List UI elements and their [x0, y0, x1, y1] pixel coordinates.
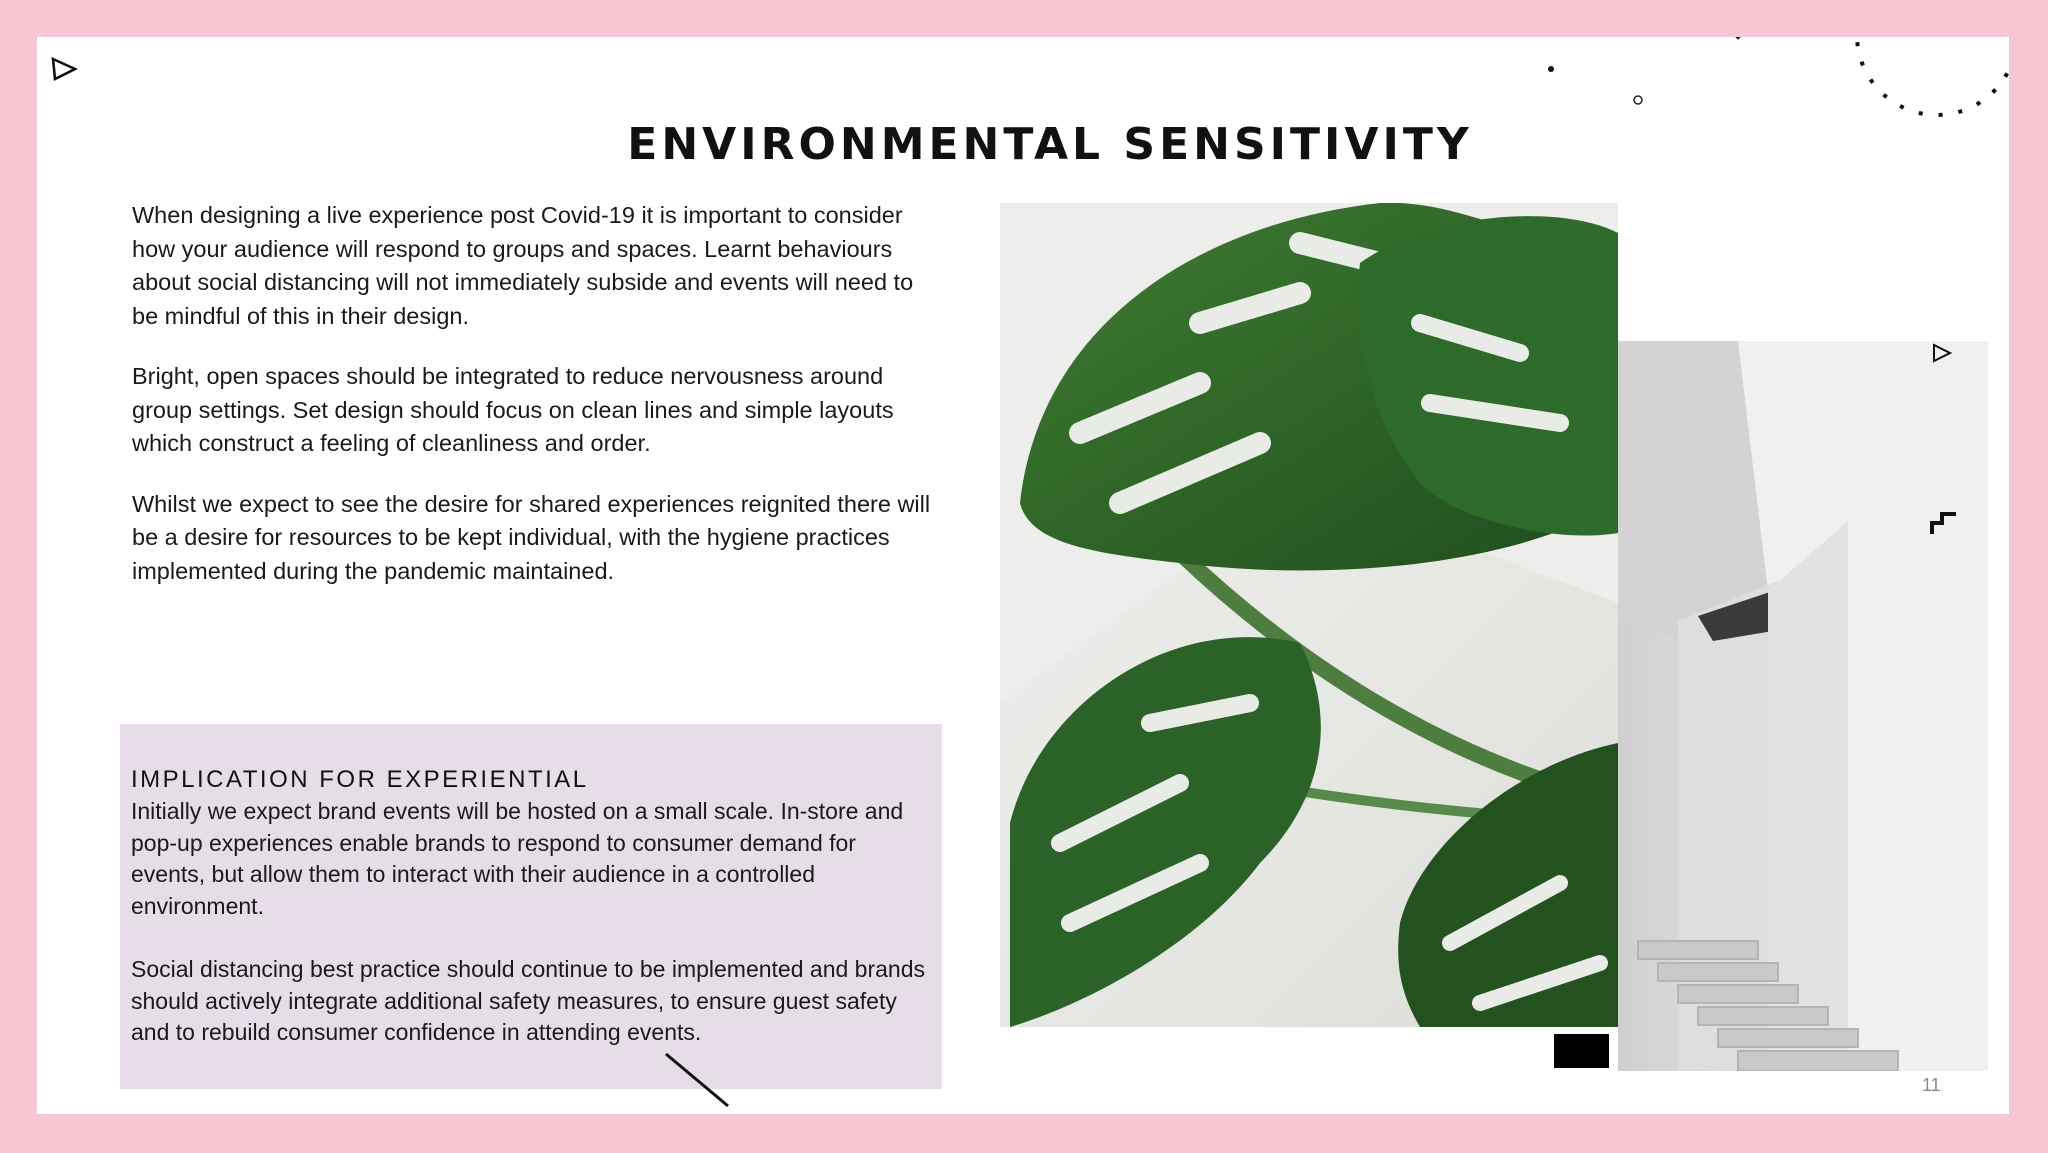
slide-title: ENVIRONMENTAL SENSITIVITY	[627, 119, 1473, 170]
body-text	[132, 199, 937, 615]
implication-heading: IMPLICATION FOR EXPERIENTIAL	[131, 766, 589, 793]
slide	[37, 37, 2009, 1114]
staircase-illustration	[1618, 341, 1988, 1071]
body-paragraph: When designing a live experience post Covid-19 it is important to consider how your audience will respond to groups and spaces. Learnt behaviours about social distancing will not immediately subside and events will need to be mindful of this in their design.	[132, 202, 914, 329]
small-triangle-icon	[1930, 341, 1954, 365]
implication-box	[120, 724, 942, 1089]
body-paragraph: Bright, open spaces should be integrated to reduce nervousness around group settings. Set design should focus on clean lines and simple layouts which construct a feeling of cleanliness and order.	[132, 363, 894, 456]
zigzag-step-icon	[1929, 509, 1959, 537]
dashed-circle-arc-icon	[1837, 37, 2009, 160]
page-number: 11	[1922, 1075, 1941, 1095]
diamond-outline-icon	[1718, 37, 1758, 47]
black-square-decoration	[1554, 1034, 1609, 1068]
dot-icon	[1545, 63, 1557, 75]
monstera-illustration	[1000, 203, 1618, 1027]
implication-paragraph: Initially we expect brand events will be hosted on a small scale. In-store and pop-up experiences enable brands to respond to consumer demand for events, but allow them to interact with their audience in a controlled environment.	[131, 798, 904, 919]
body-paragraph: Whilst we expect to see the desire for shared experiences reignited there will be a desire for resources to be kept individual, with the hygiene practices implemented during the pandemic maintained.	[132, 490, 931, 584]
triangle-outline-icon	[49, 55, 79, 85]
diagonal-line-icon	[662, 1050, 732, 1110]
white-staircase-photo	[1618, 341, 1988, 1071]
monstera-leaves-photo	[1000, 203, 1618, 1027]
implication-text	[131, 796, 931, 1081]
implication-paragraph: Social distancing best practice should continue to be implemented and brands should actively integrate additional safety measures, to ensure guest safety and to rebuild consumer confidence in attending events.	[131, 956, 925, 1045]
small-circle-icon	[1631, 93, 1645, 107]
